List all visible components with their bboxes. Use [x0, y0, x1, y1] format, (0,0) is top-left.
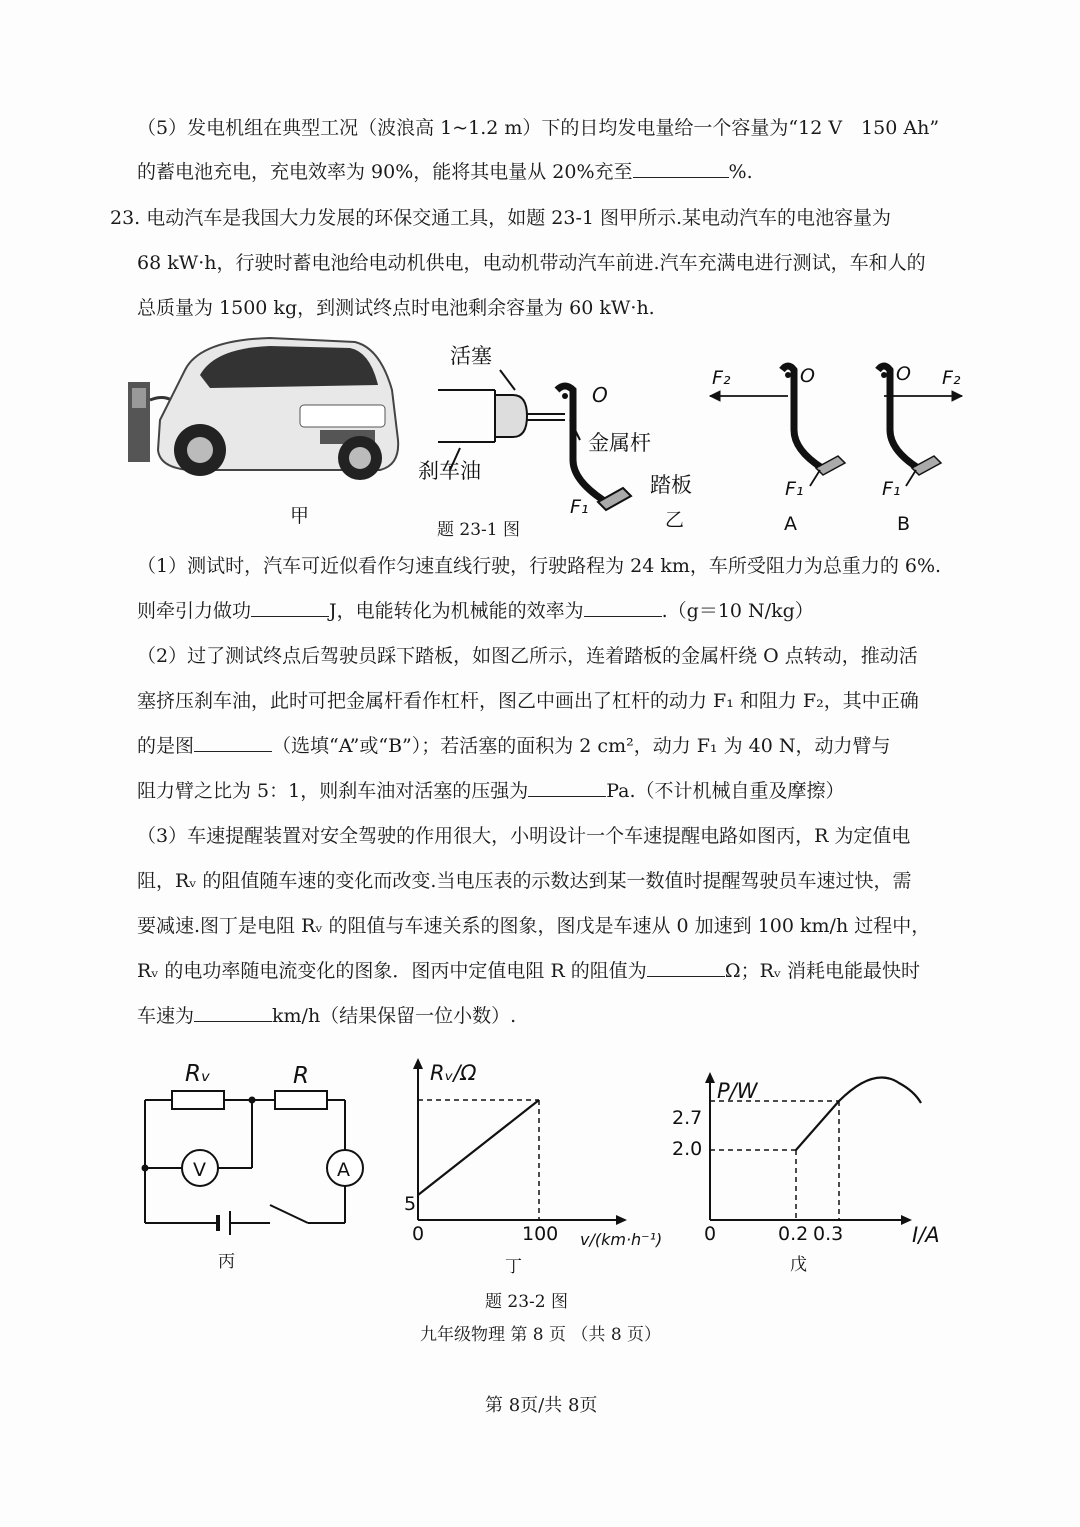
wu-tick-y1: 2.7	[672, 1107, 703, 1129]
ding-tick-x0: 0	[412, 1223, 425, 1245]
ding-tick-x1: 100	[522, 1223, 559, 1245]
answer-blank[interactable]	[647, 958, 725, 977]
ammeter-label: A	[337, 1159, 350, 1181]
q23-p1-line2: 则牵引力做功 J，电能转化为机械能的效率为 .（g＝10 N/kg）	[137, 600, 814, 622]
figure-23-1	[120, 330, 980, 545]
q23-p2-line4: 阻力臂之比为 5：1，则刹车油对活塞的压强为 Pa.（不计机械自重及摩擦）	[137, 780, 845, 802]
wu-y-label: P/W	[717, 1079, 758, 1103]
ding-tick-y0: 5	[404, 1193, 417, 1215]
q23-p1-line1: （1）测试时，汽车可近似看作匀速直线行驶，行驶路程为 24 km，车所受阻力为总重力的 6%.	[137, 555, 942, 577]
rv-speed-line	[418, 1100, 539, 1195]
chart-wu	[670, 1060, 970, 1280]
ding-y-label: Rᵥ/Ω	[430, 1061, 477, 1085]
q23-p3-line4: Rᵥ 的电功率随电流变化的图象．图丙中定值电阻 R 的阻值为 Ω；Rᵥ 消耗电能最快时	[137, 960, 920, 982]
q22-5-line2: 的蓄电池充电，充电效率为 90%，能将其电量从 20%充至 %.	[137, 161, 753, 183]
q22-5-line1: （5）发电机组在典型工况（波浪高 1~1.2 m）下的日均发电量给一个容量为“12 V 150 Ah”	[137, 117, 940, 139]
page-number: 第 8页/共 8页	[485, 1395, 598, 1416]
label-o: O	[592, 383, 608, 407]
label-a: A	[784, 513, 797, 535]
label-yi: 乙	[665, 509, 685, 531]
answer-blank[interactable]	[633, 159, 729, 178]
page-footer: 九年级物理 第 8 页 （共 8 页）	[420, 1325, 662, 1345]
label-piston: 活塞	[450, 344, 492, 368]
q23-p3-line1: （3）车速提醒装置对安全驾驶的作用很大，小明设计一个车速提醒电路如图丙，R 为定值电	[137, 825, 911, 847]
wu-tick-y2: 2.0	[672, 1138, 703, 1160]
q23-intro-line2: 68 kW·h，行驶时蓄电池给电动机供电，电动机带动汽车前进.汽车充满电进行测试，车和人的	[137, 252, 926, 274]
answer-blank[interactable]	[194, 1003, 272, 1022]
circuit-bing	[130, 1055, 370, 1275]
label-rv: Rᵥ	[185, 1061, 211, 1087]
caption-23-2: 题 23-2 图	[485, 1292, 568, 1312]
answer-blank[interactable]	[584, 598, 662, 617]
answer-blank[interactable]	[194, 733, 272, 752]
q23-p2-line1: （2）过了测试终点后驾驶员踩下踏板，如图乙所示，连着踏板的金属杆绕 O 点转动，推动活	[137, 645, 918, 667]
wu-tick-x0: 0	[704, 1223, 717, 1245]
label-f1: F₁	[570, 496, 589, 518]
label-metal-rod: 金属杆	[588, 431, 651, 455]
q23-intro-line1: 23. 电动汽车是我国大力发展的环保交通工具，如题 23-1 图甲所示.某电动汽车的电池容量为	[110, 207, 892, 229]
q23-p2-line2: 塞挤压刹车油，此时可把金属杆看作杠杆，图乙中画出了杠杆的动力 F₁ 和阻力 F₂，其中正确	[137, 690, 919, 712]
ding-x-label: v/(km·h⁻¹)	[580, 1230, 663, 1249]
label-ding: 丁	[505, 1257, 522, 1277]
wu-tick-x1: 0.2	[778, 1223, 809, 1245]
answer-blank[interactable]	[251, 598, 329, 617]
q23-intro-line3: 总质量为 1500 kg，到测试终点时电池剩余容量为 60 kW·h.	[137, 297, 655, 319]
label-a-f2: F₂	[712, 367, 731, 389]
label-brake-oil: 刹车油	[418, 459, 481, 483]
label-b: B	[897, 513, 911, 535]
caption-23-1: 题 23-1 图	[437, 520, 520, 540]
label-b-f2: F₂	[942, 367, 961, 389]
label-r: R	[293, 1063, 309, 1089]
q23-p3-line5: 车速为 km/h（结果保留一位小数）.	[137, 1005, 517, 1027]
wu-x-label: I/A	[912, 1223, 940, 1247]
q23-p3-line3: 要减速.图丁是电阻 Rᵥ 的阻值与车速关系的图象，图戊是车速从 0 加速到 100 km/h 过程中，	[137, 915, 931, 937]
label-a-o: O	[800, 365, 815, 387]
label-pedal: 踏板	[650, 473, 692, 497]
label-b-f1: F₁	[882, 478, 901, 500]
label-jia: 甲	[290, 505, 310, 527]
label-bing: 丙	[218, 1252, 235, 1272]
chart-ding	[395, 1050, 685, 1280]
label-b-o: O	[896, 363, 911, 385]
wu-tick-x2: 0.3	[813, 1223, 844, 1245]
answer-blank[interactable]	[528, 778, 606, 797]
power-current-curve	[796, 1077, 921, 1150]
q23-p2-line3: 的是图 （选填“A”或“B”）；若活塞的面积为 2 cm²，动力 F₁ 为 40 N，动力臂与	[137, 735, 891, 757]
label-wu: 戊	[790, 1255, 807, 1275]
voltmeter-label: V	[193, 1159, 206, 1181]
label-a-f1: F₁	[785, 478, 804, 500]
car-illustration	[128, 338, 398, 480]
q23-p3-line2: 阻，Rᵥ 的阻值随车速的变化而改变.当电压表的示数达到某一数值时提醒驾驶员车速过快，需	[137, 870, 912, 892]
